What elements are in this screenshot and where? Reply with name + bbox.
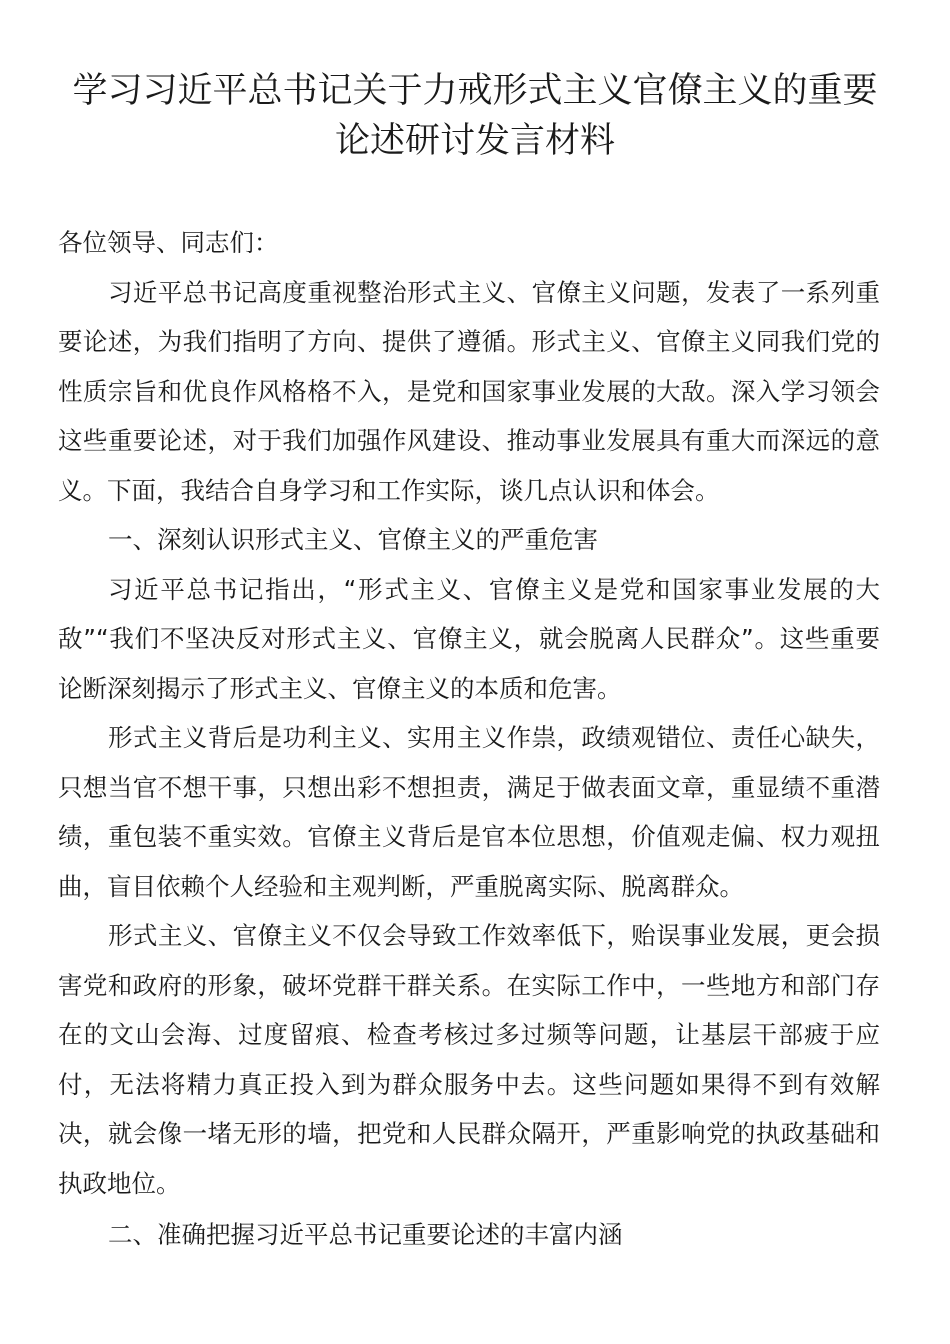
paragraph-intro: 习近平总书记高度重视整治形式主义、官僚主义问题，发表了一系列重要论述，为我们指明了方向、提供了遵循。形式主义、官僚主义同我们党的性质宗旨和优良作风格格不入，是党和国家事业发展的大敌。深入学习领会这些重要论述，对于我们加强作风建设、推动事业发展具有重大而深远的意义。下面，我结合自身学习和工作实际，谈几点认识和体会。 <box>58 277 880 505</box>
document-body <box>58 218 880 1260</box>
salutation: 各位领导、同志们： <box>58 228 279 257</box>
title-line-1: 学习习近平总书记关于力戒形式主义官僚主义的重要 <box>72 71 878 111</box>
section-heading-1: 一、深刻认识形式主义、官僚主义的严重危害 <box>108 525 598 554</box>
paragraph-harm: 形式主义、官僚主义不仅会导致工作效率低下，贻误事业发展，更会损害党和政府的形象，破坏党群干群关系。在实际工作中，一些地方和部门存在的文山会海、过度留痕、检查考核过多过频等问题，让基层干部疲于应付，无法将精力真正投入到为群众服务中去。这些问题如果得不到有效解决，就会像一堵无形的墙，把党和人民群众隔开，严重影响党的执政基础和执政地位。 <box>58 921 880 1198</box>
section-heading-2: 二、准确把握习近平总书记重要论述的丰富内涵 <box>108 1220 623 1249</box>
document-title <box>58 66 892 166</box>
paragraph-formalism: 形式主义背后是功利主义、实用主义作祟，政绩观错位、责任心缺失，只想当官不想干事，只想出彩不想担责，满足于做表面文章，重显绩不重潜绩，重包装不重实效。官僚主义背后是官本位思想，价值观走偏、权力观扭曲，盲目依赖个人经验和主观判断，严重脱离实际、脱离群众。 <box>58 723 880 901</box>
title-line-2: 论述研讨发言材料 <box>334 121 615 161</box>
paragraph-quote: 习近平总书记指出，“形式主义、官僚主义是党和国家事业发展的大敌”“我们不坚决反对形式主义、官僚主义，就会脱离人民群众”。这些重要论断深刻揭示了形式主义、官僚主义的本质和危害。 <box>58 574 880 703</box>
